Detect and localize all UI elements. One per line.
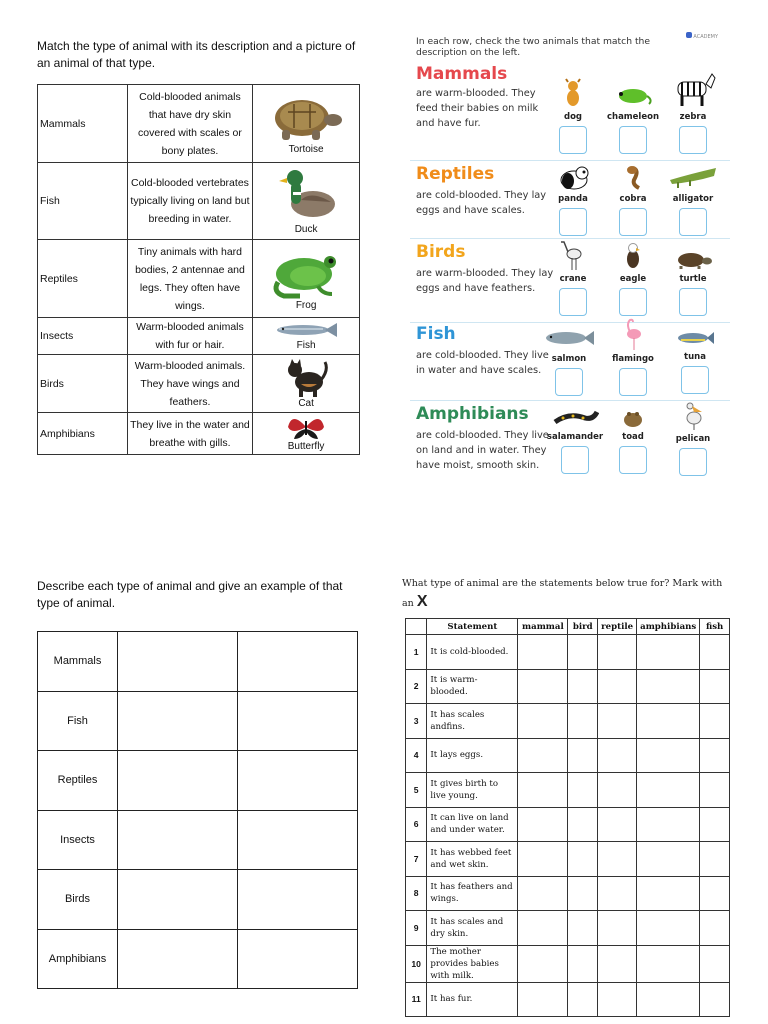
fish-icon: [273, 320, 339, 340]
alligator-icon: [668, 164, 718, 190]
animal-description: Cold-blooded animals that have dry skin covered with scales or bony plates.: [127, 85, 252, 163]
mark-cell[interactable]: [568, 945, 598, 982]
picture-label: Frog: [295, 299, 317, 311]
checkbox[interactable]: [561, 446, 589, 474]
logo: [686, 32, 718, 40]
salmon-icon: [542, 326, 596, 350]
statement-table: [405, 618, 730, 1017]
group-description: are cold-blooded. They lay eggs and have scales.: [416, 190, 547, 216]
picture-label: Cat: [298, 397, 314, 409]
mark-cell[interactable]: [518, 876, 568, 911]
mark-symbol: X: [416, 593, 428, 610]
row-number: 8: [406, 876, 427, 911]
answer-cell[interactable]: [238, 632, 358, 692]
statement-text: It has scales andfins.: [427, 704, 518, 739]
match-table: [37, 84, 360, 455]
worksheet-check-animals: [410, 30, 730, 470]
table-row: [38, 240, 360, 318]
worksheet-statements: [400, 575, 730, 1017]
row-number: 9: [406, 911, 427, 946]
answer-cell[interactable]: [238, 751, 358, 811]
checkbox[interactable]: [619, 368, 647, 396]
mark-cell[interactable]: [637, 945, 700, 982]
column-header: reptile: [598, 619, 637, 635]
divider: [410, 160, 730, 161]
picture-cell: [253, 240, 360, 318]
duck-icon: [271, 166, 341, 224]
tuna-icon: [675, 328, 715, 348]
table-row: [38, 691, 358, 751]
animal-type: Fish: [38, 691, 118, 751]
table-row: [38, 163, 360, 240]
checkbox[interactable]: [619, 446, 647, 474]
table-row: [38, 751, 358, 811]
column-header: mammal: [518, 619, 568, 635]
animal-option: [664, 70, 722, 154]
row-number: 6: [406, 807, 427, 842]
mark-cell[interactable]: [637, 773, 700, 808]
mark-cell[interactable]: [568, 842, 598, 877]
picture-label: Fish: [296, 340, 316, 351]
group-description: are warm-blooded. They lay eggs and have feathers.: [416, 268, 554, 294]
statement-text: It has scales and dry skin.: [427, 911, 518, 946]
header-row: [406, 619, 730, 635]
mark-cell[interactable]: [598, 704, 637, 739]
mark-cell[interactable]: [637, 704, 700, 739]
mark-cell[interactable]: [598, 945, 637, 982]
statement-text: It has webbed feet and wet skin.: [427, 842, 518, 877]
table-row: [406, 704, 730, 739]
statement-text: It lays eggs.: [427, 738, 518, 773]
table-row: [406, 842, 730, 877]
picture-label: Duck: [294, 224, 318, 235]
checkbox[interactable]: [619, 288, 647, 316]
animal-option: [664, 248, 722, 316]
group-title: Birds: [416, 242, 466, 262]
table-row: [406, 807, 730, 842]
animal-type: Reptiles: [38, 240, 128, 318]
column-header: fish: [700, 619, 730, 635]
statement-text: It can live on land and under water.: [427, 807, 518, 842]
picture-label: Tortoise: [288, 143, 324, 155]
table-row: [38, 355, 360, 413]
mark-cell[interactable]: [518, 773, 568, 808]
table-row: [406, 945, 730, 982]
table-row: [38, 929, 358, 989]
checkbox[interactable]: [559, 126, 587, 154]
mark-cell[interactable]: [700, 982, 730, 1017]
zebra-icon: [670, 70, 716, 108]
instruction-text: Describe each type of animal and give an example of that type of animal.: [37, 579, 343, 610]
mark-cell[interactable]: [518, 738, 568, 773]
animal-name: alligator: [672, 194, 714, 204]
animal-option: [664, 164, 722, 236]
column-header: amphibians: [637, 619, 700, 635]
animal-type: Mammals: [38, 85, 128, 163]
mark-cell[interactable]: [598, 911, 637, 946]
statement-text: The mother provides babies with milk.: [427, 945, 518, 982]
animal-type: Birds: [38, 870, 118, 930]
table-row: [38, 318, 360, 355]
answer-cell[interactable]: [238, 929, 358, 989]
toad-icon: [621, 408, 645, 428]
group-title: Amphibians: [416, 404, 529, 424]
checkbox[interactable]: [679, 126, 707, 154]
logo-text: ACADEMY: [693, 34, 718, 40]
checkbox[interactable]: [619, 208, 647, 236]
mark-cell[interactable]: [598, 842, 637, 877]
animal-name: pelican: [675, 434, 711, 444]
mark-cell[interactable]: [700, 773, 730, 808]
mark-cell[interactable]: [700, 704, 730, 739]
mark-cell[interactable]: [518, 842, 568, 877]
instruction-text: [400, 575, 730, 613]
picture-cell: [253, 355, 360, 413]
animal-name: tuna: [684, 352, 706, 362]
mark-cell[interactable]: [518, 807, 568, 842]
flamingo-icon: [622, 318, 644, 350]
animal-name: eagle: [619, 274, 647, 284]
group-title: Reptiles: [416, 164, 495, 184]
mark-cell[interactable]: [518, 982, 568, 1017]
animal-option: [604, 242, 662, 316]
animal-name: cobra: [619, 194, 647, 204]
row-number: 10: [406, 945, 427, 982]
cat-icon: [283, 358, 329, 398]
table-row: [38, 870, 358, 930]
mark-cell[interactable]: [700, 876, 730, 911]
animal-option: [546, 408, 604, 474]
checkbox[interactable]: [555, 368, 583, 396]
row-number: 2: [406, 669, 427, 704]
checkbox[interactable]: [619, 126, 647, 154]
animal-description: Warm-blooded animals. They have wings and feathers.: [127, 355, 252, 413]
animal-name: salamander: [546, 432, 604, 442]
mark-cell[interactable]: [568, 704, 598, 739]
chameleon-icon: [613, 78, 653, 108]
table-row: [406, 635, 730, 670]
answer-cell[interactable]: [238, 691, 358, 751]
row-number: 7: [406, 842, 427, 877]
statement-text: It has fur.: [427, 982, 518, 1017]
mark-cell[interactable]: [568, 876, 598, 911]
animal-option: [664, 400, 722, 476]
mark-cell[interactable]: [598, 982, 637, 1017]
table-row: [38, 632, 358, 692]
butterfly-icon: [286, 415, 326, 441]
turtle-icon: [673, 248, 713, 270]
answer-cell[interactable]: [118, 751, 238, 811]
animal-name: salmon: [551, 354, 587, 364]
row-number: 1: [406, 635, 427, 670]
animal-option: [604, 164, 662, 236]
row-number: 4: [406, 738, 427, 773]
statement-text: It has feathers and wings.: [427, 876, 518, 911]
mark-cell[interactable]: [598, 738, 637, 773]
eagle-icon: [622, 242, 644, 270]
mark-cell[interactable]: [700, 842, 730, 877]
table-row: [406, 982, 730, 1017]
mark-cell[interactable]: [700, 669, 730, 704]
worksheet-describe-animals: [37, 578, 359, 965]
checkbox[interactable]: [679, 448, 707, 476]
panda-icon: [556, 164, 590, 190]
table-row: [406, 669, 730, 704]
statement-text: It gives birth to live young.: [427, 773, 518, 808]
mark-cell[interactable]: [568, 738, 598, 773]
animal-type: Amphibians: [38, 929, 118, 989]
pelican-icon: [680, 400, 706, 430]
describe-table: [37, 631, 358, 989]
group-title: Fish: [416, 324, 456, 344]
answer-cell[interactable]: [118, 929, 238, 989]
statement-text: It is cold-blooded.: [427, 635, 518, 670]
checkbox[interactable]: [681, 366, 709, 394]
mark-cell[interactable]: [518, 635, 568, 670]
table-row: [38, 810, 358, 870]
instruction-text: Match the type of animal with its description and a picture of an animal of that type.: [37, 39, 356, 70]
mark-cell[interactable]: [568, 773, 598, 808]
picture-cell: [253, 413, 360, 455]
mark-cell[interactable]: [518, 911, 568, 946]
mark-cell[interactable]: [700, 635, 730, 670]
mark-cell[interactable]: [598, 773, 637, 808]
animal-type: Birds: [38, 355, 128, 413]
column-header: bird: [568, 619, 598, 635]
mark-cell[interactable]: [637, 738, 700, 773]
mark-cell[interactable]: [518, 704, 568, 739]
animal-name: turtle: [679, 274, 707, 284]
mark-cell[interactable]: [518, 945, 568, 982]
checkbox[interactable]: [679, 208, 707, 236]
mark-cell[interactable]: [568, 669, 598, 704]
animal-description: Warm-blooded animals with fur or hair.: [127, 318, 252, 355]
row-number: 11: [406, 982, 427, 1017]
table-row: [406, 911, 730, 946]
table-row: [406, 773, 730, 808]
tortoise-icon: [266, 92, 346, 144]
mark-cell[interactable]: [637, 876, 700, 911]
animal-option: [604, 318, 662, 396]
picture-cell: [253, 85, 360, 163]
picture-cell: [253, 318, 360, 355]
mark-cell[interactable]: [637, 669, 700, 704]
mark-cell[interactable]: [518, 669, 568, 704]
group-description: are cold-blooded. They live in water and have scales.: [416, 350, 549, 376]
statement-text: It is warm-blooded.: [427, 669, 518, 704]
mark-cell[interactable]: [637, 982, 700, 1017]
picture-label: Butterfly: [287, 440, 325, 452]
checkbox[interactable]: [679, 288, 707, 316]
animal-type: Amphibians: [38, 413, 128, 455]
mark-cell[interactable]: [700, 911, 730, 946]
row-number: 3: [406, 704, 427, 739]
animal-description: Cold-blooded vertebrates typically living on land but breeding in water.: [127, 163, 252, 240]
table-row: [406, 876, 730, 911]
answer-cell[interactable]: [238, 810, 358, 870]
animal-type: Fish: [38, 163, 128, 240]
mark-cell[interactable]: [598, 876, 637, 911]
mark-cell[interactable]: [598, 807, 637, 842]
instruction-body: What type of animal are the statements below true for? Mark with an: [402, 578, 723, 609]
animal-type: Mammals: [38, 632, 118, 692]
answer-cell[interactable]: [118, 691, 238, 751]
animal-name: panda: [558, 194, 588, 204]
mark-cell[interactable]: [637, 635, 700, 670]
mark-cell[interactable]: [598, 635, 637, 670]
group-description: are warm-blooded. They feed their babies on milk and have fur.: [416, 88, 539, 129]
answer-cell[interactable]: [118, 870, 238, 930]
divider: [410, 322, 730, 323]
mark-cell[interactable]: [637, 911, 700, 946]
mark-cell[interactable]: [568, 807, 598, 842]
answer-cell[interactable]: [118, 810, 238, 870]
divider: [410, 238, 730, 239]
animal-option: [604, 78, 662, 154]
column-header: Statement: [427, 619, 518, 635]
mark-cell[interactable]: [637, 807, 700, 842]
mark-cell[interactable]: [700, 945, 730, 982]
animal-name: chameleon: [606, 112, 660, 122]
picture-cell: [253, 163, 360, 240]
mark-cell[interactable]: [568, 635, 598, 670]
animal-name: flamingo: [612, 354, 654, 364]
animal-description: Tiny animals with hard bodies, 2 antennae and legs. They often have wings.: [127, 240, 252, 318]
animal-type: Insects: [38, 810, 118, 870]
dog-icon: [562, 78, 584, 108]
group-description: are cold-blooded. They live on land and in water. They have moist, smooth skin.: [416, 430, 549, 471]
frog-icon: [268, 246, 344, 300]
checkbox[interactable]: [559, 288, 587, 316]
animal-option: [544, 164, 602, 236]
table-row: [38, 85, 360, 163]
crane-icon: [560, 240, 586, 270]
animal-option: [544, 78, 602, 154]
row-number: 5: [406, 773, 427, 808]
mark-cell[interactable]: [637, 842, 700, 877]
mark-cell[interactable]: [700, 807, 730, 842]
animal-type: Insects: [38, 318, 128, 355]
mark-cell[interactable]: [700, 738, 730, 773]
answer-cell[interactable]: [118, 632, 238, 692]
salamander-icon: [551, 408, 599, 428]
animal-option: [544, 240, 602, 316]
checkbox[interactable]: [559, 208, 587, 236]
table-row: [406, 738, 730, 773]
answer-cell[interactable]: [238, 870, 358, 930]
number-header: [406, 619, 427, 635]
worksheet-match-animals: [37, 38, 360, 452]
instruction-text: In each row, check the two animals that match the description on the left.: [416, 36, 651, 58]
table-row: [38, 413, 360, 455]
animal-name: crane: [559, 274, 587, 284]
group-title: Mammals: [416, 64, 508, 84]
cobra-icon: [621, 164, 645, 190]
mark-cell[interactable]: [568, 982, 598, 1017]
mark-cell[interactable]: [598, 669, 637, 704]
logo-icon: [686, 32, 692, 38]
mark-cell[interactable]: [568, 911, 598, 946]
animal-name: dog: [563, 112, 582, 122]
animal-option: [540, 326, 598, 396]
animal-description: They live in the water and breathe with gills.: [127, 413, 252, 455]
animal-option: [604, 408, 662, 474]
animal-name: toad: [622, 432, 644, 442]
animal-option: [666, 328, 724, 394]
animal-type: Reptiles: [38, 751, 118, 811]
animal-name: zebra: [679, 112, 707, 122]
